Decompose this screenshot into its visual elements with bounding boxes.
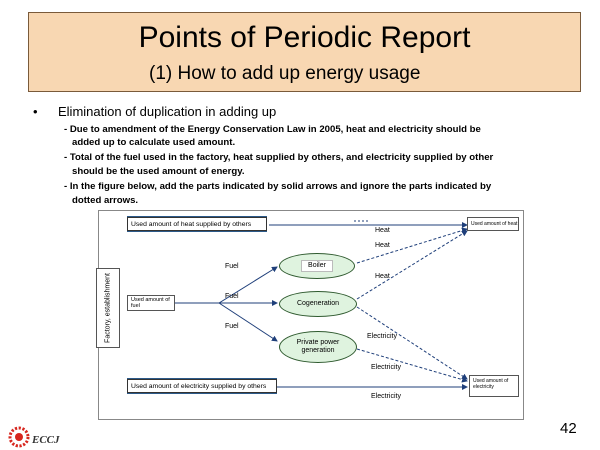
label-heat-3: Heat xyxy=(375,273,390,280)
sub-line-3: - Total of the fuel used in the factory, heat supplied by others, and electricity supplied by other xyxy=(64,152,494,163)
dotted-cogen-heat xyxy=(357,231,467,299)
boiler-node xyxy=(279,253,355,279)
page-number: 42 xyxy=(560,420,577,437)
heat-supplied-box: Used amount of heat supplied by others xyxy=(127,217,267,231)
cogeneration-node xyxy=(279,291,357,317)
sub-line-2: added up to calculate used amount. xyxy=(72,137,236,148)
private-power-node xyxy=(279,331,357,363)
sub-line-4: should be the used amount of energy. xyxy=(72,166,245,177)
fuel-box: Used amount of fuel xyxy=(127,295,175,311)
label-electricity-2: Electricity xyxy=(371,364,401,371)
label-fuel-1: Fuel xyxy=(225,263,239,270)
used-heat-box: Used amount of heat xyxy=(467,217,519,231)
label-fuel-3: Fuel xyxy=(225,323,239,330)
boiler-label: Boiler xyxy=(301,260,333,272)
title-box xyxy=(28,12,581,92)
label-heat-1: Heat xyxy=(375,227,390,234)
dotted-boiler-heat xyxy=(357,229,467,263)
label-electricity-1: Electricity xyxy=(367,333,397,340)
bullet-heading: Elimination of duplication in adding up xyxy=(58,104,277,119)
logo-text: ECCJ xyxy=(32,434,60,446)
page-title: Points of Periodic Report xyxy=(138,21,471,54)
electricity-supplied-box: Used amount of electricity supplied by others xyxy=(127,379,277,393)
eccj-logo-icon xyxy=(8,426,30,448)
page-subtitle: (1) How to add up energy usage xyxy=(149,63,421,84)
bullet-marker: • xyxy=(33,104,38,119)
arrow-fuel-private xyxy=(219,303,277,341)
factory-label-box xyxy=(96,268,120,348)
label-electricity-3: Electricity xyxy=(371,393,401,400)
cogeneration-label: Cogeneration xyxy=(296,300,340,307)
energy-diagram xyxy=(98,210,524,420)
sub-line-6: dotted arrows. xyxy=(72,195,139,206)
factory-label: Factory, establishment xyxy=(104,273,112,343)
private-power-label: Private power generation xyxy=(296,339,340,354)
label-heat-2: Heat xyxy=(375,242,390,249)
used-electricity-box: Used amount of electricity xyxy=(469,375,519,397)
sub-line-1: - Due to amendment of the Energy Conservation Law in 2005, heat and electricity should be xyxy=(64,124,481,135)
sub-line-5: - In the figure below, add the parts indicated by solid arrows and ignore the parts indicated by xyxy=(64,181,492,192)
label-fuel-2: Fuel xyxy=(225,293,239,300)
